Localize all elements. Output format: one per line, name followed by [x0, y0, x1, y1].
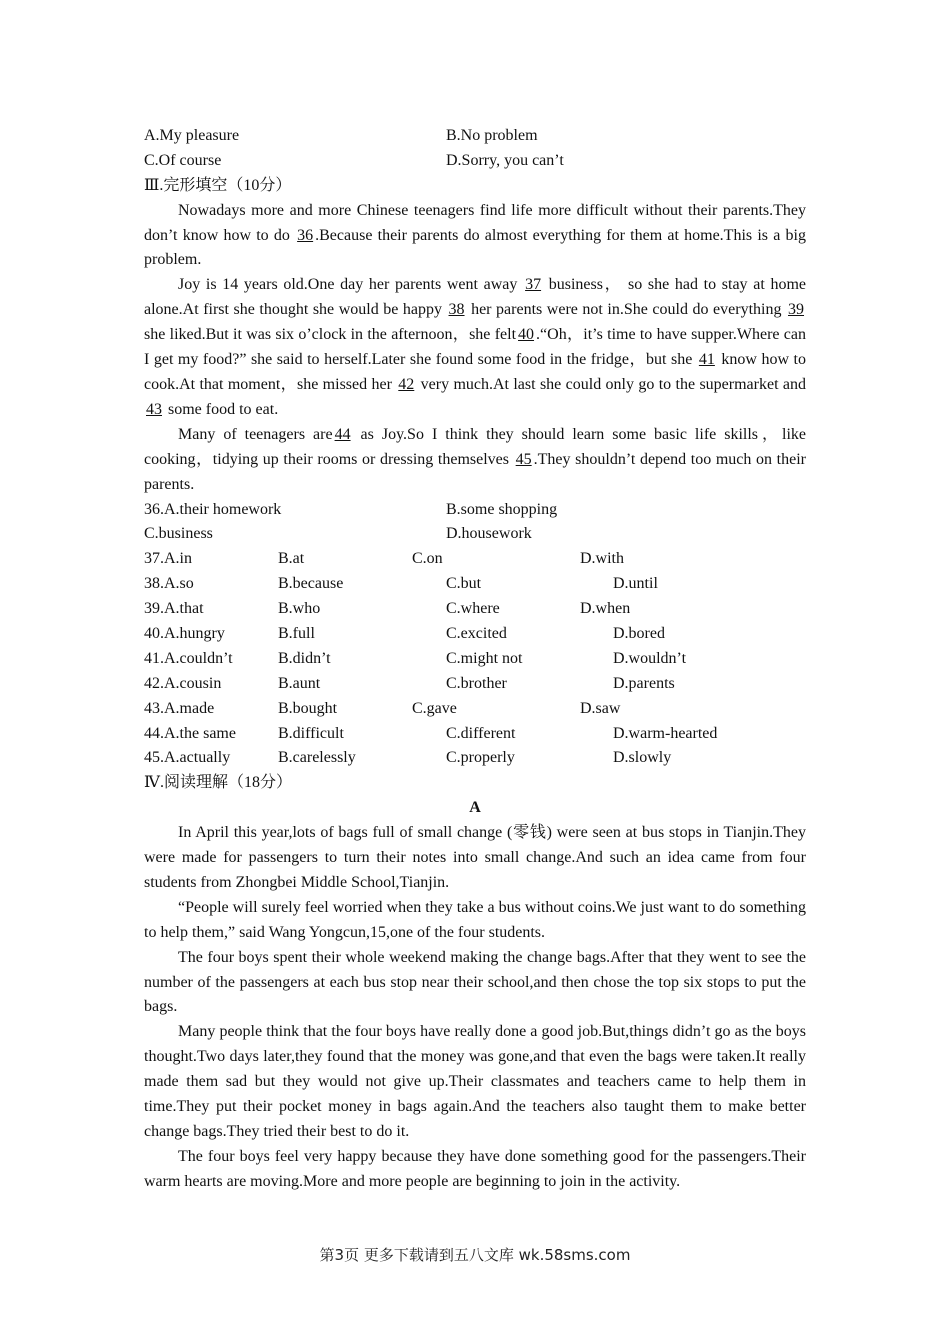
- blank-42: 42: [398, 376, 415, 394]
- passage-label: A: [469, 799, 481, 817]
- q40-option-a: 40.A.hungry: [144, 625, 225, 642]
- q42-option-d: D.parents: [613, 674, 675, 692]
- q44-option-a: 44.A.the same: [144, 724, 236, 742]
- blank-40: 40: [518, 326, 535, 344]
- q36-option-b: B.some shopping: [446, 500, 558, 518]
- question-36-row-2: [144, 522, 806, 547]
- cloze-paragraph-3: Many of teenagers are 44 as Joy.So I think they should learn some basic life skills，like cooking，tidying up their rooms or dressing themselves 45 .They shouldn’t depend too much on their parents.: [144, 425, 806, 493]
- q44-option-b: B.difficult: [278, 724, 344, 742]
- blank-36: 36: [297, 226, 314, 244]
- q45-option-d: D.slowly: [613, 749, 672, 767]
- q43-option-d: D.saw: [580, 699, 621, 717]
- prev-options-row-2: [144, 149, 806, 174]
- q37-option-b: B.at: [278, 550, 305, 568]
- section-3-title: Ⅲ.完形填空（10分）: [144, 176, 292, 194]
- reading-paragraph-4: Many people think that the four boys have really done a good job.But,things didn’t go as the boys thought.Two days later,they found that the money was gone,and that even the bags were taken.It really made them sad but they would not give up.Their classmates and teachers came to help them in time.They put their pocket money in bags again.And the teachers also taught them to make better change bags.They tried their best to do it.: [144, 1023, 806, 1140]
- reading-paragraph-1: In April this year,lots of bags full of small change (零钱) were seen at bus stops in Tianjin.They were made for passengers to turn their notes into small change.And such an idea came from four students from Zhongbei Middle School,Tianjin.: [144, 824, 806, 891]
- q42-option-a: 42.A.cousin: [144, 674, 222, 692]
- question-40: [144, 622, 806, 647]
- q45-option-a: 45.A.actually: [144, 749, 231, 767]
- q43-option-c: C.gave: [412, 699, 457, 717]
- q41-option-c: C.might not: [446, 649, 523, 667]
- q41-option-b: B.didn’t: [278, 649, 331, 667]
- blank-41: 41: [698, 351, 715, 369]
- section-4-title: Ⅳ.阅读理解（18分）: [144, 774, 292, 792]
- q45-option-c: C.properly: [446, 749, 515, 767]
- blank-45: 45: [515, 450, 532, 468]
- question-39: [144, 597, 806, 622]
- q45-option-b: B.carelessly: [278, 749, 356, 767]
- question-43: [144, 697, 806, 722]
- q42-option-c: C.brother: [446, 674, 507, 692]
- q37-option-d: D.with: [580, 550, 624, 568]
- blank-37: 37: [525, 276, 542, 294]
- q39-option-b: B.who: [278, 600, 321, 618]
- question-42: [144, 672, 806, 697]
- blank-39: 39: [788, 301, 805, 319]
- q39-option-c: C.where: [446, 600, 500, 618]
- q43-option-a: 43.A.made: [144, 699, 215, 717]
- q42-option-b: B.aunt: [278, 674, 321, 692]
- question-37: [144, 547, 806, 572]
- question-45: [144, 746, 806, 771]
- q44-option-d: D.warm-hearted: [613, 724, 718, 742]
- cloze-paragraph-2: Joy is 14 years old.One day her parents went away 37 business， so she had to stay at home alone.At first she thought she would be happy 38 her parents were not in.She could do everything 39 she liked.But it was six o’clock in the afternoon，she felt 40 .“Oh，it’s time to have supper.Where can I get my food?” she said to herself.Later she found some food in the fridge，but she 41 know how to cook.At that moment，she missed her 42 very much.At last she could only go to the supermarket and 43 some food to eat.: [144, 276, 807, 418]
- option-b: B.No problem: [446, 127, 538, 144]
- q37-option-c: C.on: [412, 550, 443, 568]
- q38-option-d: D.until: [613, 575, 658, 593]
- q36-option-a: 36.A.their homework: [144, 500, 282, 518]
- q39-option-a: 39.A.that: [144, 600, 204, 618]
- blank-43: 43: [146, 400, 162, 418]
- question-36-row-1: [144, 498, 806, 523]
- q40-option-c: C.excited: [446, 625, 507, 642]
- q43-option-b: B.bought: [278, 699, 338, 717]
- q38-option-b: B.because: [278, 575, 344, 593]
- blank-44: 44: [334, 425, 351, 443]
- option-d: D.Sorry, you can’t: [446, 151, 564, 169]
- q39-option-d: D.when: [580, 600, 631, 618]
- q38-option-c: C.but: [446, 575, 482, 593]
- document-page: [144, 124, 806, 1195]
- page-footer: 第3页 更多下载请到五八文库 wk.58sms.com: [319, 1246, 631, 1264]
- q40-option-b: B.full: [278, 625, 315, 642]
- question-38: [144, 572, 806, 597]
- blank-38: 38: [448, 301, 465, 319]
- q38-option-a: 38.A.so: [144, 575, 194, 593]
- q36-option-d: D.housework: [446, 525, 532, 543]
- question-44: [144, 722, 806, 747]
- option-a: A.My pleasure: [144, 127, 240, 144]
- q41-option-a: 41.A.couldn’t: [144, 649, 233, 667]
- q41-option-d: D.wouldn’t: [613, 649, 687, 667]
- cloze-paragraph-1: Nowadays more and more Chinese teenagers find life more difficult without their parents.They don’t know how to do 36 .Because their parents do almost everything for them at home.This is a big problem.: [144, 201, 806, 269]
- option-c: C.Of course: [144, 151, 222, 169]
- prev-options-row-1: [144, 124, 806, 149]
- q36-option-c: C.business: [144, 525, 213, 543]
- reading-paragraph-5: The four boys feel very happy because they have done something good for the passengers.Their warm hearts are moving.More and more people are beginning to join in the activity.: [144, 1147, 806, 1190]
- q44-option-c: C.different: [446, 724, 516, 742]
- reading-paragraph-3: The four boys spent their whole weekend making the change bags.After that they went to see the number of the passengers at each bus stop near their school,and then chose the top six stops to put the bags.: [144, 948, 806, 1016]
- question-41: [144, 647, 806, 672]
- q40-option-d: D.bored: [613, 625, 665, 642]
- q37-option-a: 37.A.in: [144, 550, 192, 568]
- reading-paragraph-2: “People will surely feel worried when they take a bus without coins.We just want to do something to help them,” said Wang Yongcun,15,one of the four students.: [144, 898, 806, 941]
